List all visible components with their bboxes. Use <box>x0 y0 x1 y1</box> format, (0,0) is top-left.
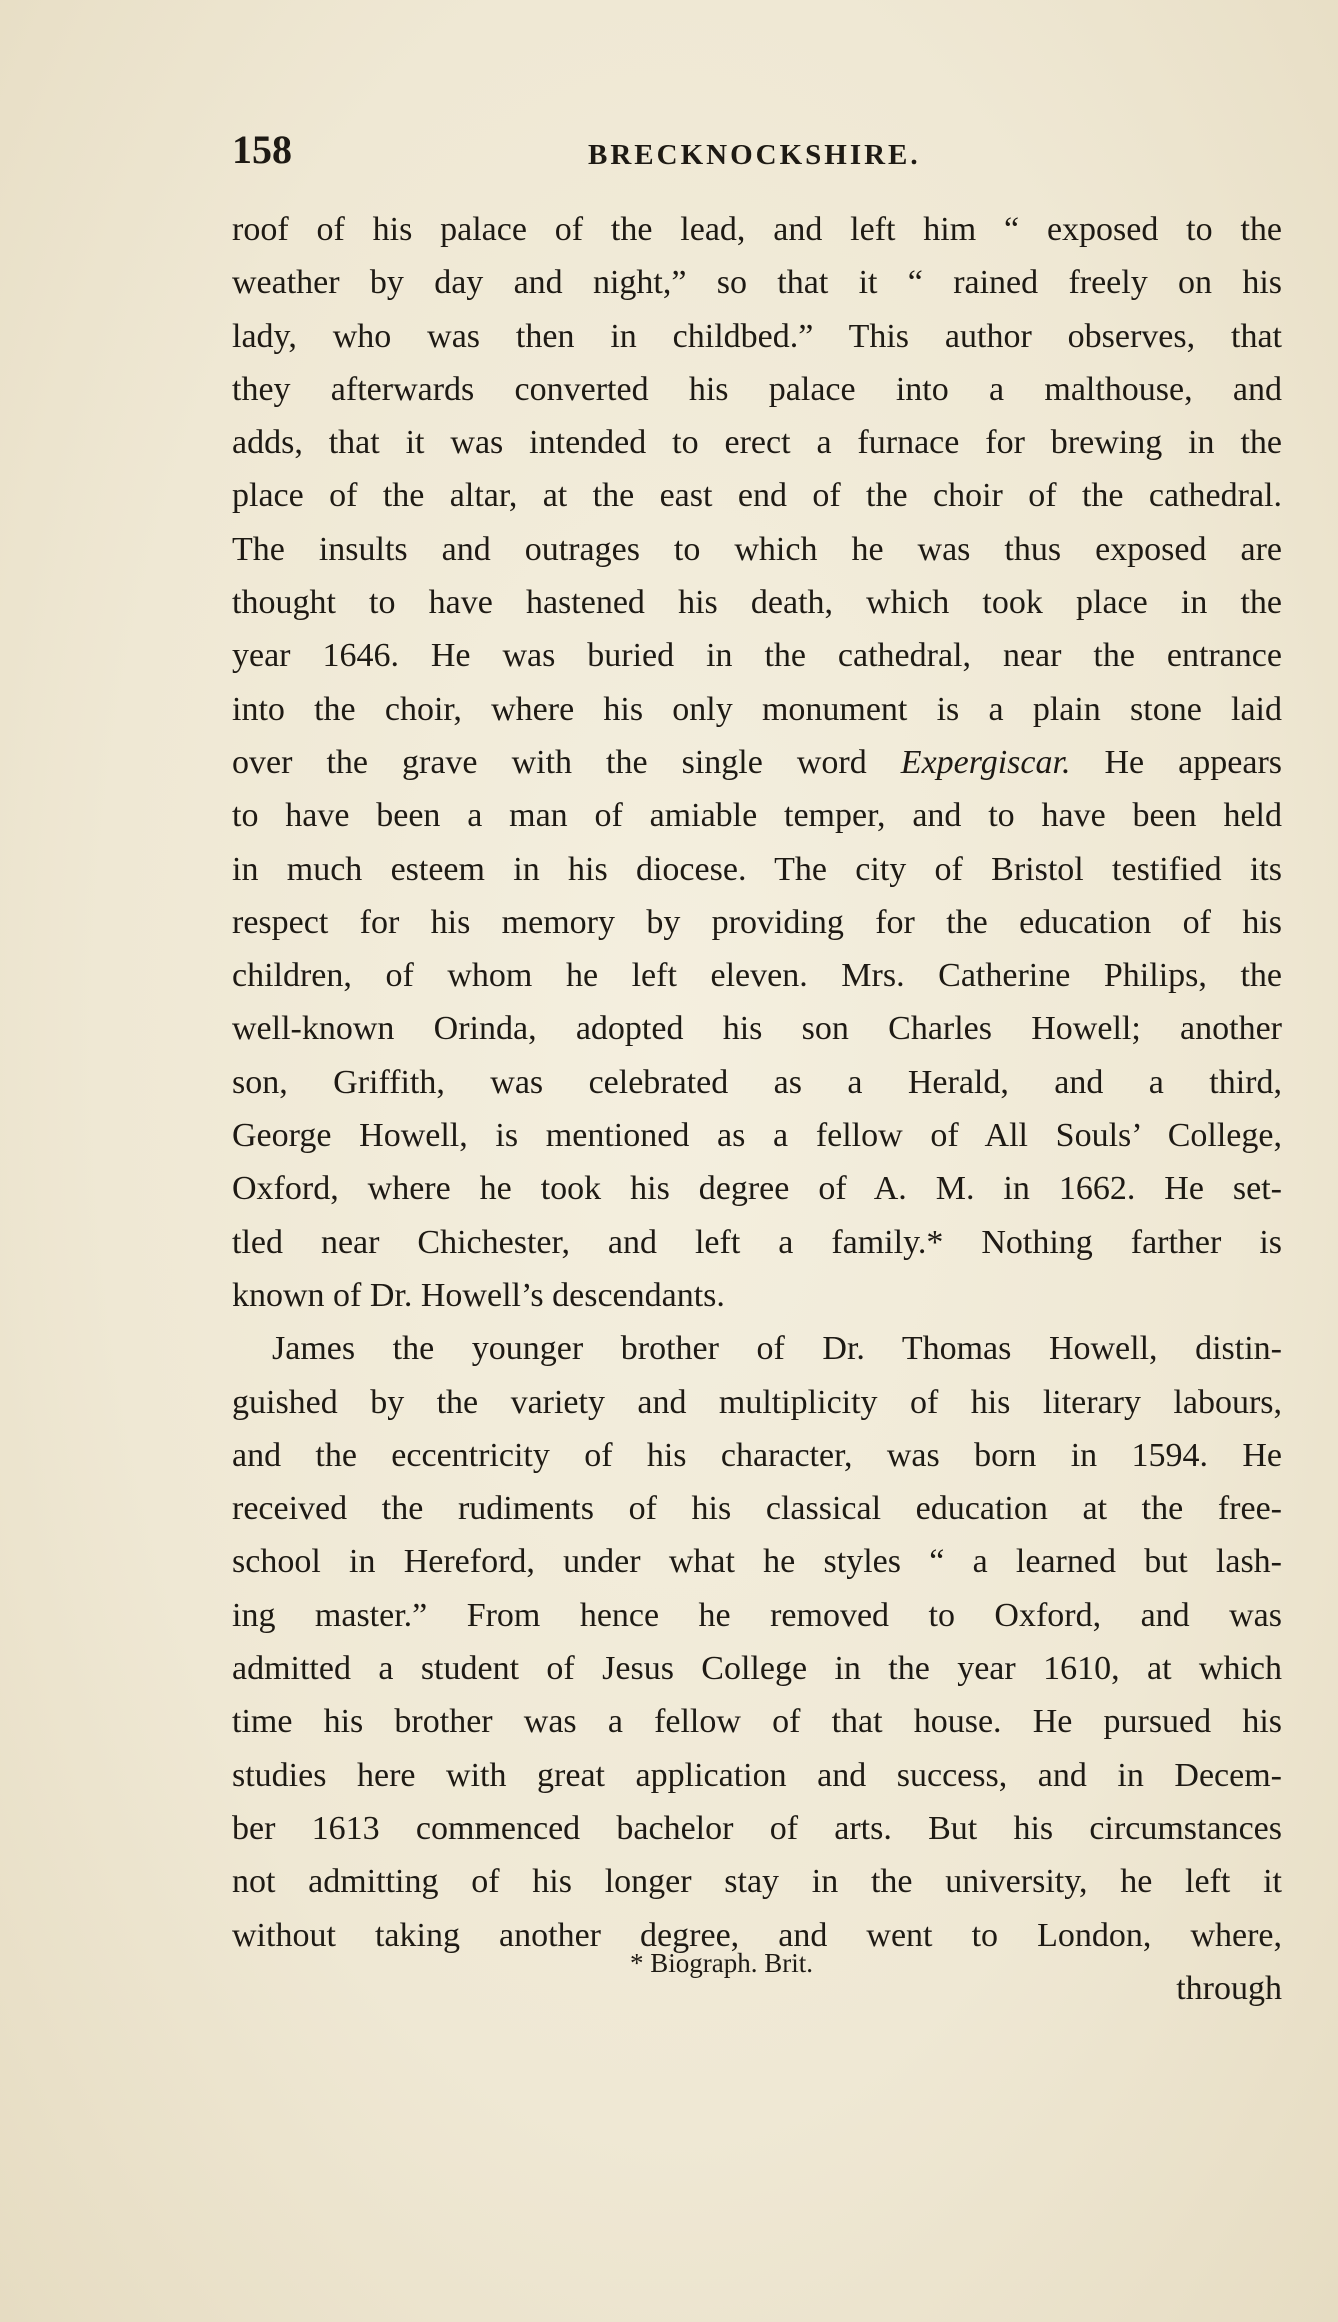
text-line: ing master.” From hence he removed to Oxford, and was <box>232 1596 1282 1634</box>
text-segment: over the grave with the single word <box>232 743 867 781</box>
text-line: Oxford, where he took his degree of A. M. in 1662. He set- <box>232 1170 1282 1208</box>
text-line-with-italic <box>232 736 1282 789</box>
text-line: school in Hereford, under what he styles “ a learned but lash- <box>232 1543 1282 1581</box>
text-line: son, Griffith, was celebrated as a Herald, and a third, <box>232 1063 1282 1101</box>
text-line: well-known Orinda, adopted his son Charles Howell; another <box>232 1010 1282 1048</box>
text-line: thought to have hastened his death, which took place in the <box>232 584 1282 622</box>
text-line: studies here with great application and success, and in Decem- <box>232 1756 1282 1794</box>
text-line: ber 1613 commenced bachelor of arts. But his circumstances <box>232 1809 1282 1847</box>
text-line: children, of whom he left eleven. Mrs. Catherine Philips, the <box>232 957 1282 995</box>
text-line: adds, that it was intended to erect a furnace for brewing in the <box>232 424 1282 462</box>
paragraph-first-line: James the younger brother of Dr. Thomas Howell, distin- <box>272 1330 1282 1368</box>
text-line: year 1646. He was buried in the cathedral, near the entrance <box>232 637 1282 675</box>
text-line: tled near Chichester, and left a family.* Nothing farther is <box>232 1223 1282 1261</box>
text-line: to have been a man of amiable temper, and to have been held <box>232 797 1282 835</box>
text-line: guished by the variety and multiplicity of his literary labours, <box>232 1383 1282 1421</box>
text-line: respect for his memory by providing for the education of his <box>232 903 1282 941</box>
footnote: * Biograph. Brit. <box>630 1948 813 1978</box>
text-line: admitted a student of Jesus College in the year 1610, at which <box>232 1650 1282 1688</box>
text-line: time his brother was a fellow of that house. He pursued his <box>232 1703 1282 1741</box>
text-line: weather by day and night,” so that it “ rained freely on his <box>232 264 1282 302</box>
text-line: and the eccentricity of his character, was born in 1594. He <box>232 1436 1282 1474</box>
text-line: they afterwards converted his palace into a malthouse, and <box>232 370 1282 408</box>
text-line: known of Dr. Howell’s descendants. <box>232 1276 725 1314</box>
text-line: George Howell, is mentioned as a fellow of All Souls’ College, <box>232 1117 1282 1155</box>
text-line: in much esteem in his diocese. The city of Bristol testified its <box>232 850 1282 888</box>
text-line: not admitting of his longer stay in the university, he left it <box>232 1863 1282 1901</box>
page-number: 158 <box>232 127 292 172</box>
italic-word: Expergiscar. <box>900 743 1071 781</box>
text-line: The insults and outrages to which he was thus exposed are <box>232 530 1282 568</box>
text-line: roof of his palace of the lead, and left him “ exposed to the <box>232 211 1282 248</box>
text-line: lady, who was then in childbed.” This author observes, that <box>232 317 1282 355</box>
text-line: place of the altar, at the east end of the choir of the cathedral. <box>232 477 1282 515</box>
running-title: BRECKNOCKSHIRE. <box>588 139 921 171</box>
body-text <box>232 203 1282 2015</box>
text-segment: He appears <box>1104 743 1283 781</box>
text-line: into the choir, where his only monument is a plain stone laid <box>232 690 1282 728</box>
text-line: received the rudiments of his classical education at the free- <box>232 1490 1282 1528</box>
page-header <box>232 127 1282 190</box>
catchword: through <box>1176 1969 1282 2007</box>
text-line: without taking another degree, and went to London, where, <box>232 1916 1282 1954</box>
